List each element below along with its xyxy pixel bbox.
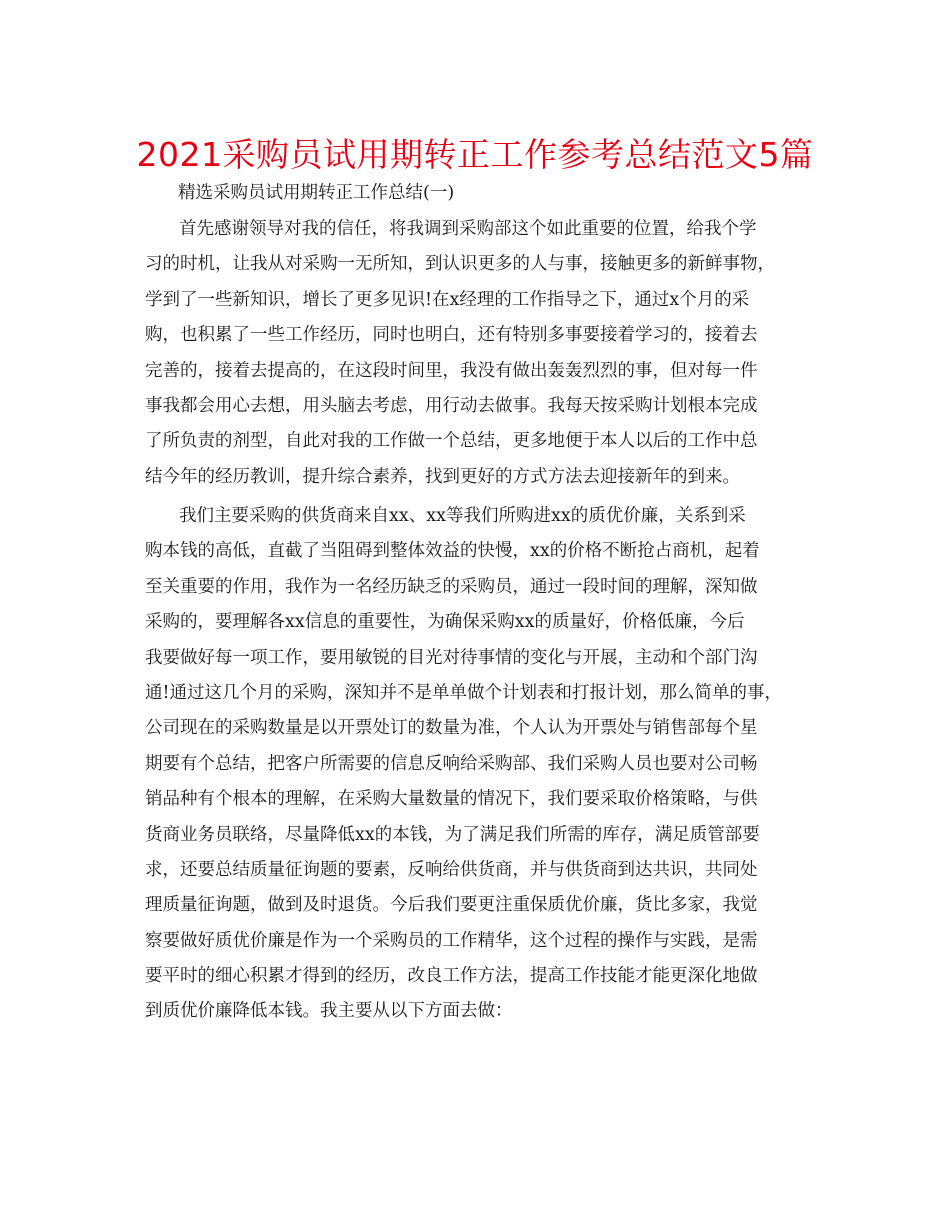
paragraph-line: 了所负责的剂型，自此对我的工作做一个总结，更多地便于本人以后的工作中总 [145,431,758,452]
paragraph-2 [145,499,815,1030]
paragraph-line: 事我都会用心去想，用头脑去考虑，用行动去做事。我每天按采购计划根本完成 [145,395,758,416]
paragraph-line: 结今年的经历教训，提升综合素养，找到更好的方式方法去迎接新年的到来。 [145,466,740,487]
paragraph-line: 我们主要采购的供货商来自xx、xx等我们所购进xx的质优价廉，关系到采 [179,506,746,526]
paragraph-line: 习的时机，让我从对采购一无所知，到认识更多的人与事，接触更多的新鲜事物， [145,254,775,275]
paragraph-line: 求，还要总结质量征询题的要素，反响给供货商，并与供货商到达共识，共同处 [145,859,758,880]
paragraph-line: 我要做好每一项工作，要用敏锐的目光对待事情的变化与开展，主动和个部门沟 [145,647,758,668]
paragraph-line: 到质优价廉降低本钱。我主要从以下方面去做： [145,1001,513,1022]
paragraph-line: 销品种有个根本的理解，在采购大量数量的情况下，我们要采取价格策略，与供 [145,789,758,810]
paragraph-line: 期要有个总结，把客户所需要的信息反响给采购部、我们采购人员也要对公司畅 [145,753,758,774]
paragraph-line: 采购的，要理解各xx信息的重要性，为确保采购xx的质量好，价格低廉，今后 [145,612,745,633]
paragraph-line: 完善的，接着去提高的，在这段时间里，我没有做出轰轰烈烈的事，但对每一件 [145,360,758,381]
paragraph-line: 购本钱的高低，直截了当阻碍到整体效益的快慢，xx的价格不断抢占商机，起着 [145,541,760,562]
paragraph-1 [145,212,815,495]
paragraph-line: 首先感谢领导对我的信任，将我调到采购部这个如此重要的位置，给我个学 [179,219,757,239]
paragraph-line: 通!通过这几个月的采购，深知并不是单单做个计划表和打报计划，那么简单的事， [145,682,783,703]
paragraph-line: 理质量征询题，做到及时退货。今后我们要更注重保质优价廉，货比多家，我觉 [145,895,758,916]
paragraph-line: 学到了一些新知识，增长了更多见识!在x经理的工作指导之下，通过x个月的采 [145,289,750,310]
paragraph-line: 要平时的细心积累才得到的经历，改良工作方法，提高工作技能才能更深化地做 [145,966,758,987]
document-title: 2021采购员试用期转正工作参考总结范文5篇 [136,135,814,174]
paragraph-line: 公司现在的采购数量是以开票处订的数量为准，个人认为开票处与销售部每个星 [145,718,758,739]
paragraph-line: 货商业务员联络，尽量降低xx的本钱，为了满足我们所需的库存，满足质管部要 [145,824,760,845]
section-subtitle: 精选采购员试用期转正工作总结(一) [178,183,455,203]
paragraph-line: 察要做好质优价廉是作为一个采购员的工作精华，这个过程的操作与实践，是需 [145,930,758,951]
paragraph-line: 购，也积累了一些工作经历，同时也明白，还有特别多事要接着学习的，接着去 [145,325,758,346]
paragraph-line: 至关重要的作用，我作为一名经历缺乏的采购员，通过一段时间的理解，深知做 [145,576,758,597]
